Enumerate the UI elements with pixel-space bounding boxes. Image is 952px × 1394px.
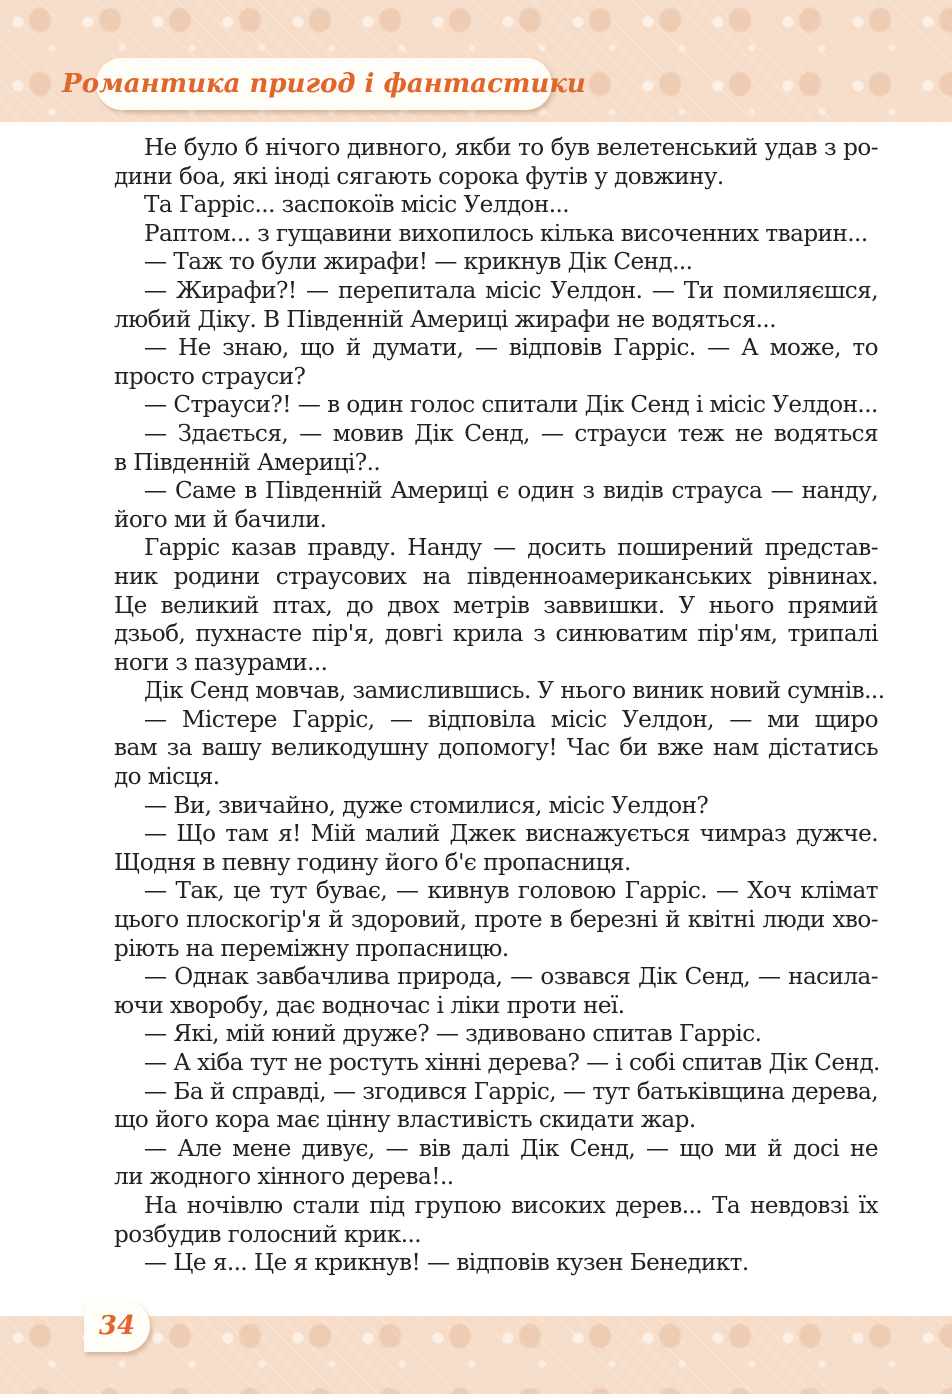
text-line: — Це я... Це я крикнув! — відповів кузен Бенедикт. xyxy=(144,1250,749,1277)
text-line: ючи хворобу, дає водночас і ліки проти неї. xyxy=(114,992,625,1019)
text-line: Дік Сенд мовчав, замислившись. У нього виник новий сумнів... xyxy=(144,678,885,705)
section-header-tag xyxy=(62,58,586,110)
text-line: його ми й бачили. xyxy=(114,506,327,533)
text-line: На ночівлю стали під групою високих дерев... Та невдовзі їх xyxy=(144,1192,878,1219)
text-line: ноги з пазурами... xyxy=(114,649,328,676)
text-line: Гарріс казав правду. Нанду — досить поширений представ- xyxy=(144,535,878,562)
text-line: — Здається, — мовив Дік Сенд, — страуси теж не водяться xyxy=(144,420,878,447)
text-line: — Страуси?! — в один голос спитали Дік Сенд і місіс Уелдон... xyxy=(144,392,878,419)
text-line: розбудив голосний крик... xyxy=(114,1221,422,1248)
text-line: — Таж то були жирафи! — крикнув Дік Сенд... xyxy=(144,249,693,276)
text-line: — Так, це тут буває, — кивнув головою Гарріс. — Хоч клімат xyxy=(144,878,878,905)
text-line: цього плоскогір'я й здоровий, проте в березні й квітні люди хво- xyxy=(114,907,878,934)
text-line: — Що там я! Мій малий Джек виснажується чимраз дужче. xyxy=(144,821,878,848)
text-line: Раптом... з гущавини вихопилось кілька височенних тварин... xyxy=(144,220,868,247)
text-line: — Містере Гарріс, — відповіла місіс Уелдон, — ми щиро xyxy=(144,706,878,733)
page-number: 34 xyxy=(98,1311,136,1341)
text-line: — Ви, звичайно, дуже стомилися, місіс Уелдон? xyxy=(144,792,709,819)
text-line: ник родини страусових на південноамериканських рівнинах. xyxy=(114,563,878,590)
text-line: — Ба й справді, — згодився Гарріс, — тут батьківщина дерева, xyxy=(144,1078,878,1105)
text-line: — Однак завбачлива природа, — озвався Дік Сенд, — насила- xyxy=(144,964,878,991)
section-title: Романтика пригод і фантастики xyxy=(62,69,586,99)
text-line: — А хіба тут не ростуть хінні дерева? — і собі спитав Дік Сенд. xyxy=(144,1050,880,1076)
text-line: просто страуси? xyxy=(114,363,306,390)
text-line: дзьоб, пухнасте пір'я, довгі крила з синюватим пір'ям, трипалі xyxy=(114,621,878,648)
text-line: Та Гарріс... заспокоїв місіс Уелдон... xyxy=(144,192,570,219)
text-line: — Саме в Південній Америці є один з видів страуса — нанду, xyxy=(144,478,878,505)
text-line: в Південній Америці?.. xyxy=(114,449,381,476)
text-line: любий Діку. В Південній Америці жирафи не водяться... xyxy=(114,306,776,333)
text-line: що його кора має цінну властивість скидати жар. xyxy=(114,1107,696,1134)
text-line: Не було б нічого дивного, якби то був велетенський удав з ро- xyxy=(144,135,878,161)
text-line: до місця. xyxy=(114,764,220,791)
text-line: — Але мене дивує, — вів далі Дік Сенд, — що ми й досі не xyxy=(144,1135,878,1162)
text-line: — Не знаю, що й думати, — відповів Гарріс. — А може, то xyxy=(144,335,878,362)
text-line: — Жирафи?! — перепитала місіс Уелдон. — Ти помиляєшся, xyxy=(144,277,878,304)
text-line: — Які, мій юний друже? — здивовано спитав Гарріс. xyxy=(144,1021,762,1048)
text-line: Це великий птах, до двох метрів заввишки. У нього прямий xyxy=(114,592,878,619)
body-text xyxy=(114,134,885,1278)
text-line: Щодня в певну годину його б'є пропасниця. xyxy=(114,849,631,876)
text-line: дини боа, які іноді сягають сорока футів у довжину. xyxy=(114,163,724,190)
text-line: вам за вашу великодушну допомогу! Час би вже нам дістатись xyxy=(114,735,878,762)
page-number-tag xyxy=(84,1300,150,1352)
text-line: ли жодного хінного дерева!.. xyxy=(114,1164,454,1191)
text-line: ріють на переміжну пропасницю. xyxy=(114,935,509,962)
